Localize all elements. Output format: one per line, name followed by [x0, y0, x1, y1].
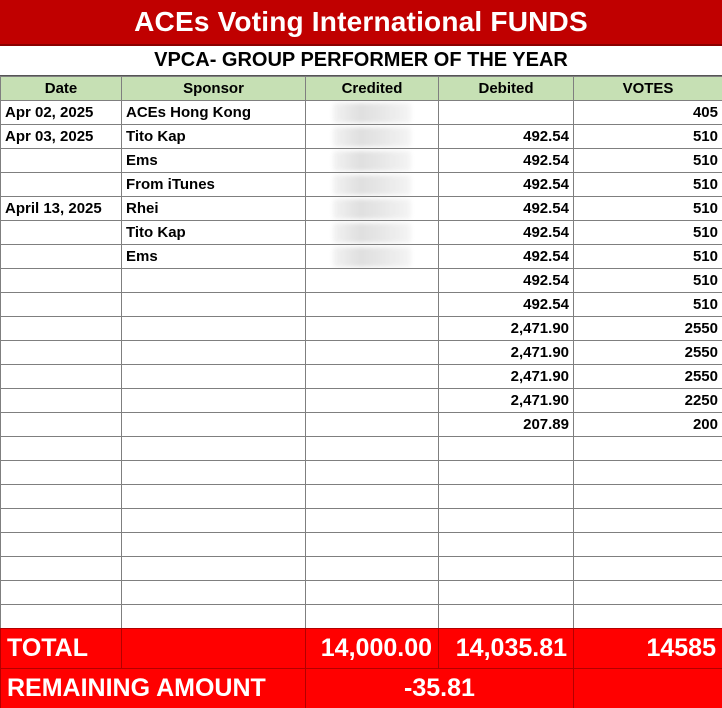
credited-cell — [306, 293, 439, 317]
votes-cell: 200 — [574, 413, 722, 437]
table-row — [1, 365, 722, 389]
redacted-amount — [333, 199, 411, 219]
debited-cell: 492.54 — [439, 173, 574, 197]
credited-cell — [306, 437, 439, 461]
votes-cell: 510 — [574, 293, 722, 317]
column-header-votes: VOTES — [574, 77, 722, 101]
table-row — [1, 461, 722, 485]
table-row — [1, 389, 722, 413]
debited-cell: 2,471.90 — [439, 317, 574, 341]
date-cell — [1, 389, 122, 413]
redacted-amount — [333, 175, 411, 195]
sponsor-cell — [122, 317, 306, 341]
table-row — [1, 533, 722, 557]
total-empty-cell — [122, 629, 306, 669]
votes-cell — [574, 533, 722, 557]
date-cell — [1, 245, 122, 269]
credited-cell — [306, 533, 439, 557]
table-row — [1, 605, 722, 629]
date-cell — [1, 365, 122, 389]
date-cell — [1, 293, 122, 317]
credited-cell — [306, 341, 439, 365]
votes-cell: 510 — [574, 173, 722, 197]
date-cell — [1, 461, 122, 485]
table-row — [1, 197, 722, 221]
debited-cell: 2,471.90 — [439, 365, 574, 389]
sponsor-cell: Ems — [122, 245, 306, 269]
column-header-date: Date — [1, 77, 122, 101]
debited-cell: 2,471.90 — [439, 341, 574, 365]
debited-cell: 492.54 — [439, 221, 574, 245]
column-header-debited: Debited — [439, 77, 574, 101]
date-cell — [1, 149, 122, 173]
sponsor-cell — [122, 293, 306, 317]
redacted-amount — [333, 247, 411, 267]
total-credited: 14,000.00 — [306, 629, 439, 669]
votes-cell: 2250 — [574, 389, 722, 413]
table-row — [1, 557, 722, 581]
date-cell — [1, 509, 122, 533]
total-label: TOTAL — [1, 629, 122, 669]
funds-table — [0, 76, 722, 629]
date-cell — [1, 581, 122, 605]
votes-cell — [574, 437, 722, 461]
table-row — [1, 149, 722, 173]
table-row — [1, 317, 722, 341]
date-cell: April 13, 2025 — [1, 197, 122, 221]
remaining-value: -35.81 — [306, 669, 574, 708]
debited-cell: 492.54 — [439, 125, 574, 149]
table-row — [1, 485, 722, 509]
debited-cell: 492.54 — [439, 293, 574, 317]
sponsor-cell: Rhei — [122, 197, 306, 221]
column-header-credited: Credited — [306, 77, 439, 101]
credited-cell — [306, 581, 439, 605]
date-cell — [1, 269, 122, 293]
sponsor-cell — [122, 461, 306, 485]
table-row — [1, 581, 722, 605]
votes-cell: 510 — [574, 245, 722, 269]
credited-cell — [306, 149, 439, 173]
votes-cell: 2550 — [574, 365, 722, 389]
date-cell: Apr 02, 2025 — [1, 101, 122, 125]
total-votes: 14585 — [574, 629, 722, 669]
sponsor-cell — [122, 413, 306, 437]
debited-cell — [439, 605, 574, 629]
sponsor-cell: From iTunes — [122, 173, 306, 197]
credited-cell — [306, 125, 439, 149]
votes-cell: 510 — [574, 197, 722, 221]
votes-cell: 510 — [574, 125, 722, 149]
credited-cell — [306, 413, 439, 437]
table-row — [1, 509, 722, 533]
votes-cell: 510 — [574, 269, 722, 293]
redacted-amount — [333, 151, 411, 171]
date-cell — [1, 437, 122, 461]
credited-cell — [306, 605, 439, 629]
sponsor-cell — [122, 557, 306, 581]
date-cell — [1, 533, 122, 557]
table-row — [1, 437, 722, 461]
sheet-subtitle: VPCA- GROUP PERFORMER OF THE YEAR — [0, 46, 722, 76]
date-cell — [1, 413, 122, 437]
credited-cell — [306, 173, 439, 197]
table-row — [1, 293, 722, 317]
date-cell: Apr 03, 2025 — [1, 125, 122, 149]
sponsor-cell — [122, 365, 306, 389]
remaining-label: REMAINING AMOUNT — [1, 669, 306, 708]
sponsor-cell — [122, 509, 306, 533]
debited-cell — [439, 461, 574, 485]
sponsor-cell: Ems — [122, 149, 306, 173]
table-row — [1, 413, 722, 437]
debited-cell: 492.54 — [439, 245, 574, 269]
date-cell — [1, 317, 122, 341]
totals-table — [0, 628, 722, 708]
date-cell — [1, 605, 122, 629]
table-row — [1, 101, 722, 125]
sponsor-cell — [122, 437, 306, 461]
credited-cell — [306, 389, 439, 413]
credited-cell — [306, 101, 439, 125]
date-cell — [1, 485, 122, 509]
votes-cell — [574, 581, 722, 605]
sponsor-cell — [122, 389, 306, 413]
date-cell — [1, 173, 122, 197]
sponsor-cell — [122, 605, 306, 629]
sponsor-cell: Tito Kap — [122, 221, 306, 245]
credited-cell — [306, 317, 439, 341]
debited-cell — [439, 581, 574, 605]
votes-cell — [574, 605, 722, 629]
sponsor-cell — [122, 485, 306, 509]
redacted-amount — [333, 127, 411, 147]
sponsor-cell — [122, 581, 306, 605]
date-cell — [1, 341, 122, 365]
votes-cell — [574, 557, 722, 581]
votes-cell: 2550 — [574, 341, 722, 365]
table-row — [1, 125, 722, 149]
debited-cell: 2,471.90 — [439, 389, 574, 413]
debited-cell — [439, 101, 574, 125]
votes-cell: 2550 — [574, 317, 722, 341]
table-row — [1, 245, 722, 269]
total-debited: 14,035.81 — [439, 629, 574, 669]
credited-cell — [306, 485, 439, 509]
table-row — [1, 269, 722, 293]
debited-cell — [439, 533, 574, 557]
debited-cell: 207.89 — [439, 413, 574, 437]
votes-cell: 510 — [574, 221, 722, 245]
date-cell — [1, 221, 122, 245]
votes-cell — [574, 461, 722, 485]
header-row — [1, 77, 722, 101]
sheet-title: ACEs Voting International FUNDS — [0, 0, 722, 46]
table-row — [1, 221, 722, 245]
credited-cell — [306, 461, 439, 485]
votes-cell — [574, 485, 722, 509]
credited-cell — [306, 365, 439, 389]
debited-cell: 492.54 — [439, 197, 574, 221]
credited-cell — [306, 221, 439, 245]
votes-cell: 405 — [574, 101, 722, 125]
table-row — [1, 173, 722, 197]
debited-cell — [439, 509, 574, 533]
redacted-amount — [333, 223, 411, 243]
credited-cell — [306, 269, 439, 293]
column-header-sponsor: Sponsor — [122, 77, 306, 101]
credited-cell — [306, 509, 439, 533]
votes-cell — [574, 509, 722, 533]
debited-cell: 492.54 — [439, 149, 574, 173]
credited-cell — [306, 197, 439, 221]
credited-cell — [306, 557, 439, 581]
sponsor-cell — [122, 533, 306, 557]
sponsor-cell: ACEs Hong Kong — [122, 101, 306, 125]
debited-cell — [439, 437, 574, 461]
debited-cell: 492.54 — [439, 269, 574, 293]
sponsor-cell — [122, 341, 306, 365]
remaining-row — [1, 669, 722, 708]
sponsor-cell: Tito Kap — [122, 125, 306, 149]
table-row — [1, 341, 722, 365]
debited-cell — [439, 557, 574, 581]
table-body — [1, 101, 722, 629]
redacted-amount — [333, 103, 411, 123]
date-cell — [1, 557, 122, 581]
votes-cell: 510 — [574, 149, 722, 173]
total-row — [1, 629, 722, 669]
sponsor-cell — [122, 269, 306, 293]
remaining-empty-cell — [574, 669, 722, 708]
credited-cell — [306, 245, 439, 269]
debited-cell — [439, 485, 574, 509]
